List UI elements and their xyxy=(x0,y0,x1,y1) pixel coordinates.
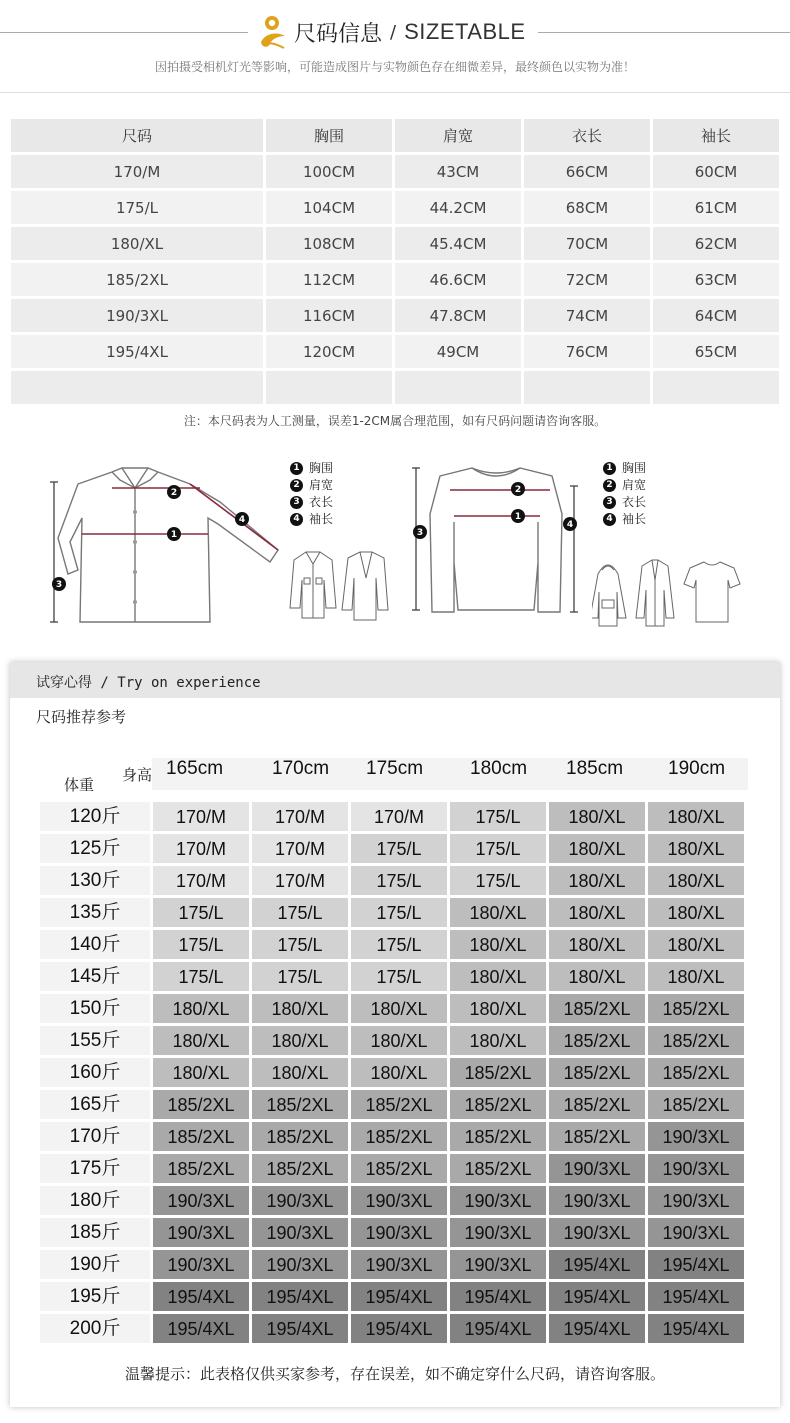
number-1-icon: 1 xyxy=(290,462,303,475)
size-recommendation-cell: 180/XL xyxy=(549,834,645,863)
weight-corner-label: 体重 xyxy=(64,776,95,794)
size-recommendation-cell: 185/2XL xyxy=(450,1058,546,1087)
svg-text:3: 3 xyxy=(416,528,424,538)
size-recommendation-cell: 190/3XL xyxy=(450,1250,546,1279)
size-table-note: 注：本尺码表为人工测量，误差1-2CM属合理范围，如有尺码问题请咨询客服。 xyxy=(183,414,607,428)
weight-row-label: 190斤 xyxy=(40,1250,150,1279)
size-table-cell: 175/L xyxy=(11,191,263,224)
size-recommendation-cell: 195/4XL xyxy=(252,1282,348,1311)
size-recommendation-cell: 175/L xyxy=(351,866,447,895)
size-recommendation-cell: 185/2XL xyxy=(648,994,744,1023)
weight-row-label: 135斤 xyxy=(40,898,150,927)
size-table-cell: 62CM xyxy=(653,227,779,260)
size-table-cell: 61CM xyxy=(653,191,779,224)
legend-label: 袖长 xyxy=(309,512,334,526)
size-recommendation-cell: 180/XL xyxy=(648,898,744,927)
size-recommendation-cell: 190/3XL xyxy=(549,1154,645,1183)
size-table-row xyxy=(11,227,779,260)
number-1-icon: 1 xyxy=(603,462,616,475)
sweater-legend xyxy=(603,460,646,528)
size-table-cell: 45.4CM xyxy=(395,227,521,260)
size-table-header-cell: 肩宽 xyxy=(395,119,521,152)
size-recommendation-cell: 195/4XL xyxy=(450,1282,546,1311)
size-table-row xyxy=(11,335,779,368)
size-recommendation-cell: 180/XL xyxy=(351,1058,447,1087)
size-recommendation-cell: 195/4XL xyxy=(549,1314,645,1343)
size-table-header-row xyxy=(11,119,779,152)
size-table-row xyxy=(11,155,779,188)
header-divider-left xyxy=(0,32,248,33)
size-recommendation-cell: 185/2XL xyxy=(549,1058,645,1087)
size-recommendation-cell: 180/XL xyxy=(153,1058,249,1087)
height-column-header: 165cm xyxy=(166,758,224,779)
sweater-measure-diagram xyxy=(410,462,585,630)
legend-label: 胸围 xyxy=(622,461,647,475)
height-column-header: 175cm xyxy=(366,758,424,779)
size-recommendation-cell: 190/3XL xyxy=(252,1186,348,1215)
size-recommendation-cell: 180/XL xyxy=(549,898,645,927)
size-recommendation-cell: 190/3XL xyxy=(252,1250,348,1279)
weight-row-label: 180斤 xyxy=(40,1186,150,1215)
header-bottom-divider xyxy=(0,92,790,93)
size-table-cell: 44.2CM xyxy=(395,191,521,224)
size-recommendation-cell: 195/4XL xyxy=(549,1250,645,1279)
size-recommendation-cell: 195/4XL xyxy=(153,1282,249,1311)
legend-item xyxy=(290,494,333,511)
size-table-row xyxy=(11,191,779,224)
size-table-cell: 43CM xyxy=(395,155,521,188)
number-4-icon: 4 xyxy=(603,513,616,526)
legend-label: 衣长 xyxy=(309,495,334,509)
size-recommendation-cell: 175/L xyxy=(153,898,249,927)
size-table-header-cell: 衣长 xyxy=(524,119,650,152)
weight-row-label: 125斤 xyxy=(40,834,150,863)
size-recommendation-cell: 185/2XL xyxy=(153,1122,249,1151)
size-recommendation-cell: 180/XL xyxy=(648,930,744,959)
header-title-cn: 尺码信息 xyxy=(294,21,383,47)
size-table-cell: 180/XL xyxy=(11,227,263,260)
size-recommendation-cell: 180/XL xyxy=(450,898,546,927)
size-recommendation-cell: 195/4XL xyxy=(648,1314,744,1343)
page-header xyxy=(0,0,790,95)
legend-label: 胸围 xyxy=(309,461,334,475)
size-recommendation-cell: 170/M xyxy=(153,834,249,863)
legend-label: 肩宽 xyxy=(622,478,647,492)
size-table-row-empty xyxy=(11,371,779,404)
shirt-legend xyxy=(290,460,333,528)
svg-text:2: 2 xyxy=(514,485,522,495)
size-recommendation-cell: 185/2XL xyxy=(153,1090,249,1119)
weight-row-label: 175斤 xyxy=(40,1154,150,1183)
size-recommendation-cell: 175/L xyxy=(351,930,447,959)
size-table-cell xyxy=(266,371,392,404)
size-recommendation-cell: 180/XL xyxy=(549,802,645,831)
size-table-cell: 46.6CM xyxy=(395,263,521,296)
size-recommendation-cell: 180/XL xyxy=(450,994,546,1023)
size-recommendation-cell: 190/3XL xyxy=(648,1186,744,1215)
size-table-cell: 64CM xyxy=(653,299,779,332)
size-table-cell: 66CM xyxy=(524,155,650,188)
size-recommendation-cell: 190/3XL xyxy=(252,1218,348,1247)
size-table-cell: 120CM xyxy=(266,335,392,368)
header-title xyxy=(258,12,526,52)
size-recommendation-cell: 195/4XL xyxy=(153,1314,249,1343)
size-recommendation-cell: 175/L xyxy=(351,962,447,991)
size-recommendation-cell: 175/L xyxy=(351,898,447,927)
size-recommendation-cell: 170/M xyxy=(252,866,348,895)
size-recommendation-cell: 180/XL xyxy=(648,866,744,895)
size-recommendation-cell: 185/2XL xyxy=(351,1154,447,1183)
number-3-icon: 3 xyxy=(290,496,303,509)
size-table-cell: 108CM xyxy=(266,227,392,260)
size-recommendation-cell: 190/3XL xyxy=(549,1218,645,1247)
hoodie-cardigan-tee-sketches-icon xyxy=(592,556,742,628)
size-table-row xyxy=(11,299,779,332)
size-recommendation-cell: 185/2XL xyxy=(252,1090,348,1119)
weight-row-label: 170斤 xyxy=(40,1122,150,1151)
size-recommendation-cell: 195/4XL xyxy=(648,1282,744,1311)
size-table-cell: 70CM xyxy=(524,227,650,260)
size-recommendation-cell: 185/2XL xyxy=(351,1090,447,1119)
svg-text:4: 4 xyxy=(566,520,574,530)
size-recommendation-cell: 190/3XL xyxy=(351,1186,447,1215)
size-recommendation-cell: 180/XL xyxy=(648,802,744,831)
height-column-header: 180cm xyxy=(470,758,528,779)
size-table-header-cell: 袖长 xyxy=(653,119,779,152)
height-column-header: 185cm xyxy=(566,758,624,779)
legend-label: 袖长 xyxy=(622,512,647,526)
size-recommendation-cell: 180/XL xyxy=(549,930,645,959)
size-recommendation-cell: 185/2XL xyxy=(549,1090,645,1119)
size-recommendation-cell: 185/2XL xyxy=(648,1026,744,1055)
size-table-cell xyxy=(653,371,779,404)
size-table-header-cell: 尺码 xyxy=(11,119,263,152)
weight-row-label: 200斤 xyxy=(40,1314,150,1343)
size-recommendation-cell: 185/2XL xyxy=(450,1090,546,1119)
weight-row-label: 120斤 xyxy=(40,802,150,831)
size-table-cell: 112CM xyxy=(266,263,392,296)
tryon-footer-note: 温馨提示：此表格仅供买家参考，存在误差，如不确定穿什么尺码，请咨询客服。 xyxy=(124,1365,665,1383)
height-corner-label: 身高 xyxy=(122,766,153,784)
size-recommendation-cell: 190/3XL xyxy=(351,1250,447,1279)
tryon-subheading: 尺码推荐参考 xyxy=(36,708,127,726)
size-recommendation-cell: 195/4XL xyxy=(351,1282,447,1311)
size-table-cell: 49CM xyxy=(395,335,521,368)
size-table-cell: 68CM xyxy=(524,191,650,224)
header-title-separator: / xyxy=(390,21,397,43)
size-recommendation-cell: 185/2XL xyxy=(549,1122,645,1151)
size-recommendation-cell: 190/3XL xyxy=(549,1186,645,1215)
size-recommendation-cell: 185/2XL xyxy=(648,1058,744,1087)
shirt-measure-diagram xyxy=(50,462,290,634)
size-recommendation-cell: 195/4XL xyxy=(351,1314,447,1343)
size-recommendation-cell: 170/M xyxy=(153,866,249,895)
size-recommendation-cell: 190/3XL xyxy=(153,1250,249,1279)
size-table-cell: 72CM xyxy=(524,263,650,296)
header-title-en: SIZETABLE xyxy=(404,19,526,44)
size-recommendation-cell: 190/3XL xyxy=(351,1218,447,1247)
svg-text:1: 1 xyxy=(514,512,522,522)
size-recommendation-cell: 175/L xyxy=(153,962,249,991)
weight-row-label: 140斤 xyxy=(40,930,150,959)
legend-label: 肩宽 xyxy=(309,478,334,492)
legend-item xyxy=(603,477,646,494)
size-recommendation-cell: 175/L xyxy=(252,962,348,991)
size-recommendation-cell: 190/3XL xyxy=(153,1218,249,1247)
size-table-cell: 63CM xyxy=(653,263,779,296)
size-table-cell: 190/3XL xyxy=(11,299,263,332)
size-recommendation-cell: 185/2XL xyxy=(153,1154,249,1183)
legend-item xyxy=(290,460,333,477)
size-recommendation-cell: 175/L xyxy=(450,866,546,895)
height-column-header: 170cm xyxy=(272,758,330,779)
legend-label: 衣长 xyxy=(622,495,647,509)
size-recommendation-cell: 180/XL xyxy=(351,994,447,1023)
size-recommendation-cell: 195/4XL xyxy=(252,1314,348,1343)
size-recommendation-cell: 190/3XL xyxy=(153,1186,249,1215)
legend-item xyxy=(290,477,333,494)
size-table-cell: 65CM xyxy=(653,335,779,368)
size-table-cell xyxy=(395,371,521,404)
legend-item xyxy=(603,460,646,477)
weight-row-label: 155斤 xyxy=(40,1026,150,1055)
size-recommendation-cell: 190/3XL xyxy=(450,1218,546,1247)
size-recommendation-cell: 185/2XL xyxy=(549,994,645,1023)
size-recommendation-cell: 185/2XL xyxy=(450,1122,546,1151)
size-table-cell: 100CM xyxy=(266,155,392,188)
number-4-icon: 4 xyxy=(290,513,303,526)
size-table-cell: 195/4XL xyxy=(11,335,263,368)
size-recommendation-cell: 170/M xyxy=(252,802,348,831)
size-recommendation-cell: 180/XL xyxy=(450,962,546,991)
size-recommendation-cell: 180/XL xyxy=(153,1026,249,1055)
size-recommendation-cell: 180/XL xyxy=(549,962,645,991)
tryon-heading: 试穿心得 / Try on experience xyxy=(36,675,261,691)
weight-row-label: 185斤 xyxy=(40,1218,150,1247)
size-recommendation-cell: 180/XL xyxy=(549,866,645,895)
size-recommendation-grid xyxy=(40,802,744,1343)
height-header-band xyxy=(152,758,748,790)
size-table-cell xyxy=(524,371,650,404)
header-color-note: 因拍摄受相机灯光等影响，可能造成图片与实物颜色存在细微差异，最终颜色以实物为准！ xyxy=(154,60,635,74)
size-table-cell: 116CM xyxy=(266,299,392,332)
size-recommendation-cell: 175/L xyxy=(450,802,546,831)
size-recommendation-cell: 180/XL xyxy=(252,1058,348,1087)
size-recommendation-cell: 175/L xyxy=(351,834,447,863)
size-table-cell: 47.8CM xyxy=(395,299,521,332)
jacket-sketches-icon xyxy=(280,548,390,628)
size-recommendation-cell: 180/XL xyxy=(648,962,744,991)
size-recommendation-cell: 185/2XL xyxy=(450,1154,546,1183)
svg-text:4: 4 xyxy=(238,515,246,525)
svg-text:1: 1 xyxy=(170,530,178,540)
size-recommendation-cell: 190/3XL xyxy=(648,1218,744,1247)
size-table-cell: 185/2XL xyxy=(11,263,263,296)
size-table-cell: 104CM xyxy=(266,191,392,224)
size-recommendation-cell: 195/4XL xyxy=(450,1314,546,1343)
height-column-header: 190cm xyxy=(668,758,726,779)
size-recommendation-cell: 180/XL xyxy=(252,994,348,1023)
size-recommendation-cell: 180/XL xyxy=(153,994,249,1023)
number-2-icon: 2 xyxy=(603,479,616,492)
size-recommendation-cell: 190/3XL xyxy=(450,1186,546,1215)
tryon-card-header xyxy=(10,662,780,698)
size-recommendation-cell: 175/L xyxy=(153,930,249,959)
size-recommendation-cell: 185/2XL xyxy=(252,1154,348,1183)
size-recommendation-cell: 195/4XL xyxy=(549,1282,645,1311)
size-recommendation-cell: 180/XL xyxy=(648,834,744,863)
number-3-icon: 3 xyxy=(603,496,616,509)
svg-text:2: 2 xyxy=(170,488,178,498)
size-recommendation-cell: 185/2XL xyxy=(351,1122,447,1151)
size-table-cell: 74CM xyxy=(524,299,650,332)
gold-logo-icon xyxy=(258,14,288,50)
size-recommendation-cell: 185/2XL xyxy=(252,1122,348,1151)
size-table-header-cell: 胸围 xyxy=(266,119,392,152)
size-table-cell: 60CM xyxy=(653,155,779,188)
size-recommendation-cell: 195/4XL xyxy=(648,1250,744,1279)
size-recommendation-cell: 180/XL xyxy=(450,930,546,959)
size-table-cell xyxy=(11,371,263,404)
size-table-row xyxy=(11,263,779,296)
size-recommendation-cell: 175/L xyxy=(252,930,348,959)
legend-item xyxy=(603,494,646,511)
weight-row-label: 145斤 xyxy=(40,962,150,991)
size-recommendation-cell: 170/M xyxy=(351,802,447,831)
number-2-icon: 2 xyxy=(290,479,303,492)
size-recommendation-cell: 175/L xyxy=(450,834,546,863)
size-table-cell: 76CM xyxy=(524,335,650,368)
size-recommendation-cell: 180/XL xyxy=(252,1026,348,1055)
size-table-cell: 170/M xyxy=(11,155,263,188)
size-recommendation-cell: 180/XL xyxy=(450,1026,546,1055)
size-recommendation-cell: 180/XL xyxy=(351,1026,447,1055)
size-recommendation-cell: 185/2XL xyxy=(549,1026,645,1055)
weight-row-label: 195斤 xyxy=(40,1282,150,1311)
size-recommendation-cell: 175/L xyxy=(252,898,348,927)
weight-row-label: 160斤 xyxy=(40,1058,150,1087)
svg-text:3: 3 xyxy=(55,580,63,590)
size-recommendation-cell: 190/3XL xyxy=(648,1154,744,1183)
legend-item xyxy=(290,511,333,528)
header-divider-right xyxy=(538,32,790,33)
weight-row-label: 165斤 xyxy=(40,1090,150,1119)
size-table xyxy=(8,116,782,407)
weight-row-label: 130斤 xyxy=(40,866,150,895)
weight-row-label: 150斤 xyxy=(40,994,150,1023)
size-recommendation-cell: 190/3XL xyxy=(648,1122,744,1151)
size-recommendation-cell: 170/M xyxy=(153,802,249,831)
size-recommendation-cell: 170/M xyxy=(252,834,348,863)
legend-item xyxy=(603,511,646,528)
size-recommendation-cell: 185/2XL xyxy=(648,1090,744,1119)
